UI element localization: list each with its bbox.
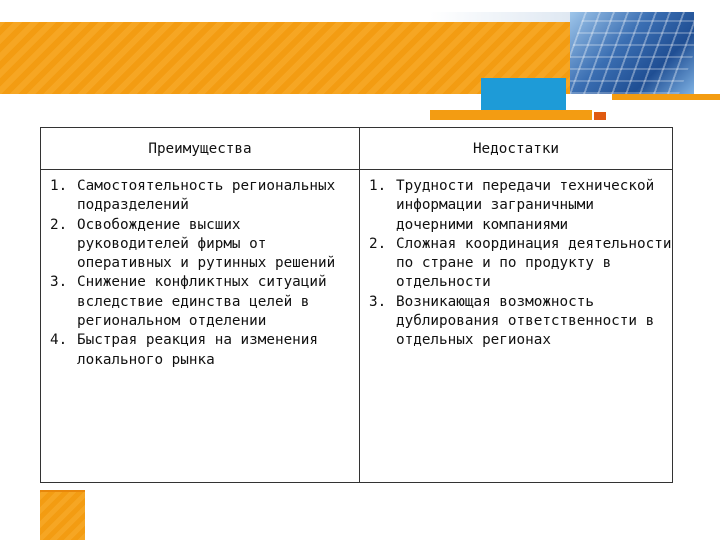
advantages-list — [41, 177, 359, 370]
footer-orange-bar — [40, 492, 85, 540]
table-header-row — [41, 128, 673, 170]
list-item: Быстрая реакция на изменения локального рынка — [77, 332, 319, 368]
building-photo — [570, 12, 694, 94]
list-item: Возникающая возможность дублирования ответственности в отдельных регионах — [396, 293, 655, 349]
list-item: Освобождение высших руководителей фирмы от оперативных и рутинных решений — [77, 216, 336, 272]
list-item: Снижение конфликтных ситуаций вследствие единства целей в региональном отделении — [77, 274, 327, 330]
header-strip — [430, 12, 570, 22]
list-item: Трудности передачи технической информации заграничными дочерними компаниями — [396, 178, 655, 233]
disadvantages-header: Недостатки — [360, 128, 673, 170]
table-body-row — [41, 170, 673, 483]
red-accent-square — [594, 112, 606, 120]
disadvantages-cell — [360, 170, 673, 483]
disadvantages-list — [360, 177, 672, 351]
list-item: Сложная координация деятельности по стране и по продукту в отдельности — [396, 235, 672, 291]
advantages-header: Преимущества — [41, 128, 360, 170]
orange-accent-strip — [430, 110, 592, 120]
advantages-cell — [41, 170, 360, 483]
list-item: Самостоятельность региональных подразделений — [77, 178, 336, 214]
blue-accent-block — [481, 78, 566, 110]
orange-accent-bar — [612, 94, 720, 100]
comparison-table — [40, 127, 673, 483]
